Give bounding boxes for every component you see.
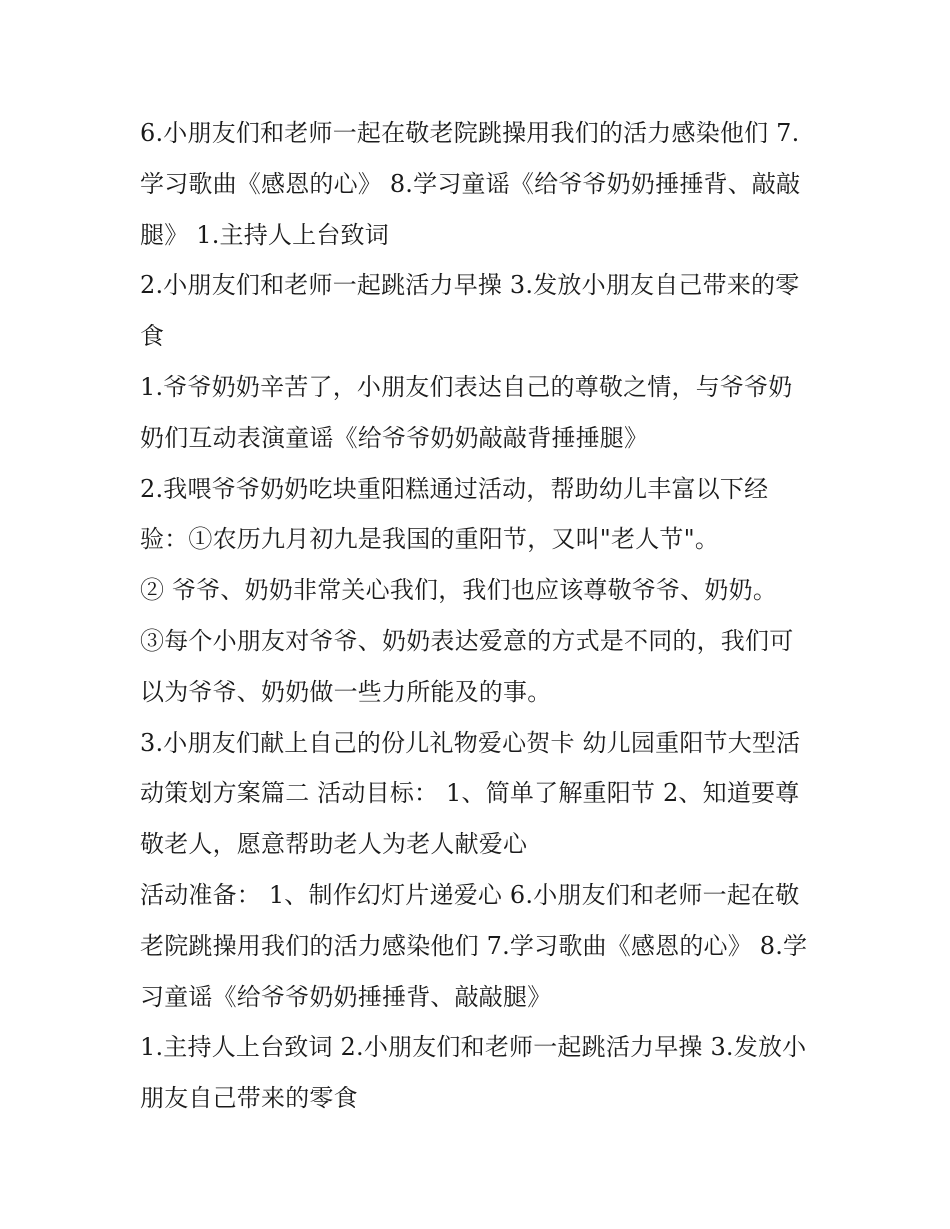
paragraph: 2.小朋友们和老师一起跳活力早操 3.发放小朋友自己带来的零食: [140, 271, 800, 351]
paragraph: 2.我喂爷爷奶奶吃块重阳糕通过活动，帮助幼儿丰富以下经验：①农历九月初九是我国的重阳节，又叫"老人节"。: [140, 474, 769, 554]
paragraph: 1.主持人上台致词 2.小朋友们和老师一起跳活力早操 3.发放小朋友自己带来的零食: [140, 1033, 807, 1113]
document-body: [140, 108, 810, 1124]
paragraph: ② 爷爷、奶奶非常关心我们，我们也应该尊敬爷爷、奶奶。: [140, 576, 778, 605]
paragraph: 3.小朋友们献上自己的份儿礼物爱心贺卡 幼儿园重阳节大型活动策划方案篇二 活动目标： 1、简单了解重阳节 2、知道要尊敬老人，愿意帮助老人为老人献爱心: [140, 728, 801, 859]
paragraph: 1.爷爷奶奶辛苦了，小朋友们表达自己的尊敬之情，与爷爷奶奶们互动表演童谣《给爷爷奶奶敲敲背捶捶腿》: [140, 372, 793, 452]
paragraph: ③每个小朋友对爷爷、奶奶表达爱意的方式是不同的，我们可以为爷爷、奶奶做一些力所能及的事。: [140, 626, 794, 706]
paragraph: 活动准备： 1、制作幻灯片递爱心 6.小朋友们和老师一起在敬老院跳操用我们的活力感染他们 7.学习歌曲《感恩的心》 8.学习童谣《给爷爷奶奶捶捶背、敲敲腿》: [140, 880, 808, 1011]
paragraph: 6.小朋友们和老师一起在敬老院跳操用我们的活力感染他们 7.学习歌曲《感恩的心》 8.学习童谣《给爷爷奶奶捶捶背、敲敲腿》 1.主持人上台致词: [140, 119, 801, 249]
